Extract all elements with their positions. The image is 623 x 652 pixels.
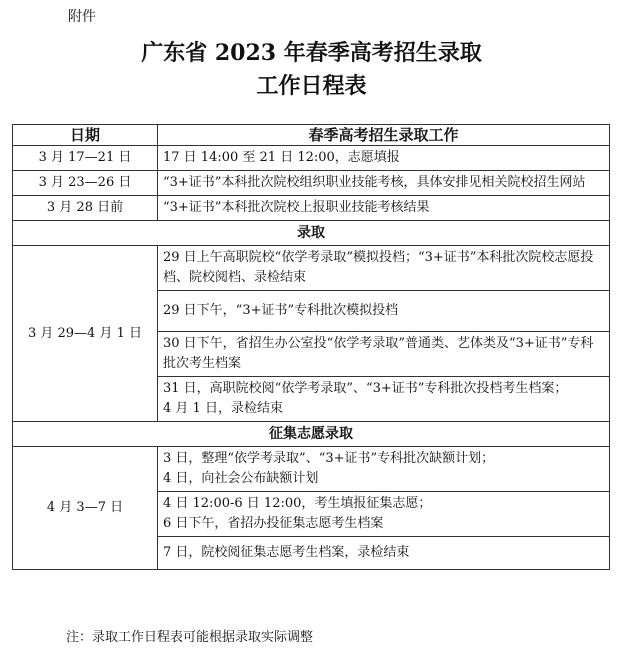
row-text: 31 日，高职院校阅“依学考录取”、“3+证书”专科批次投档考生档案； 4 月 1 日，录检结束 — [158, 377, 610, 422]
row-text: “3+证书”本科批次院校上报职业技能考核结果 — [158, 196, 610, 221]
row-date: 3 月 23—26 日 — [13, 171, 158, 196]
row-date: 4 月 3—7 日 — [13, 447, 158, 570]
table-header-row — [13, 125, 610, 146]
row-date: 3 月 28 日前 — [13, 196, 158, 221]
row-text: 17 日 14:00 至 21 日 12:00，志愿填报 — [158, 146, 610, 171]
table-row — [13, 146, 610, 171]
section-row-admission — [13, 221, 610, 246]
row-text: 3 日，整理“依学考录取”、“3+证书”专科批次缺额计划； 4 日，向社会公布缺额计划 — [158, 447, 610, 492]
section-title-supplementary: 征集志愿录取 — [13, 422, 610, 447]
table-row — [13, 171, 610, 196]
section-row-supplementary — [13, 422, 610, 447]
row-date: 3 月 29—4 月 1 日 — [13, 246, 158, 422]
row-text: “3+证书”本科批次院校组织职业技能考核，具体安排见相关院校招生网站 — [158, 171, 610, 196]
table-row — [13, 246, 610, 291]
schedule-table — [12, 124, 610, 570]
page-subtitle: 工作日程表 — [256, 73, 367, 99]
footnote: 注：录取工作日程表可能根据录取实际调整 — [66, 630, 314, 645]
page-title: 广东省 2023 年春季高考招生录取 — [141, 40, 482, 66]
table-row — [13, 447, 610, 492]
row-text: 29 日下午，“3+证书”专科批次模拟投档 — [158, 291, 610, 332]
table-row — [13, 196, 610, 221]
section-title-admission: 录取 — [13, 221, 610, 246]
row-date: 3 月 17—21 日 — [13, 146, 158, 171]
row-text: 29 日上午高职院校“依学考录取”模拟投档；“3+证书”本科批次院校志愿投档、院校阅档、录检结束 — [158, 246, 610, 291]
row-text: 4 日 12:00-6 日 12:00，考生填报征集志愿； 6 日下午，省招办投征集志愿考生档案 — [158, 492, 610, 537]
header-work: 春季高考招生录取工作 — [158, 125, 610, 146]
row-text: 7 日，院校阅征集志愿考生档案，录检结束 — [158, 537, 610, 570]
header-date: 日期 — [13, 125, 158, 146]
attachment-label: 附件 — [68, 9, 96, 25]
row-text: 30 日下午，省招生办公室投“依学考录取”普通类、艺体类及“3+证书”专科批次考生档案 — [158, 332, 610, 377]
